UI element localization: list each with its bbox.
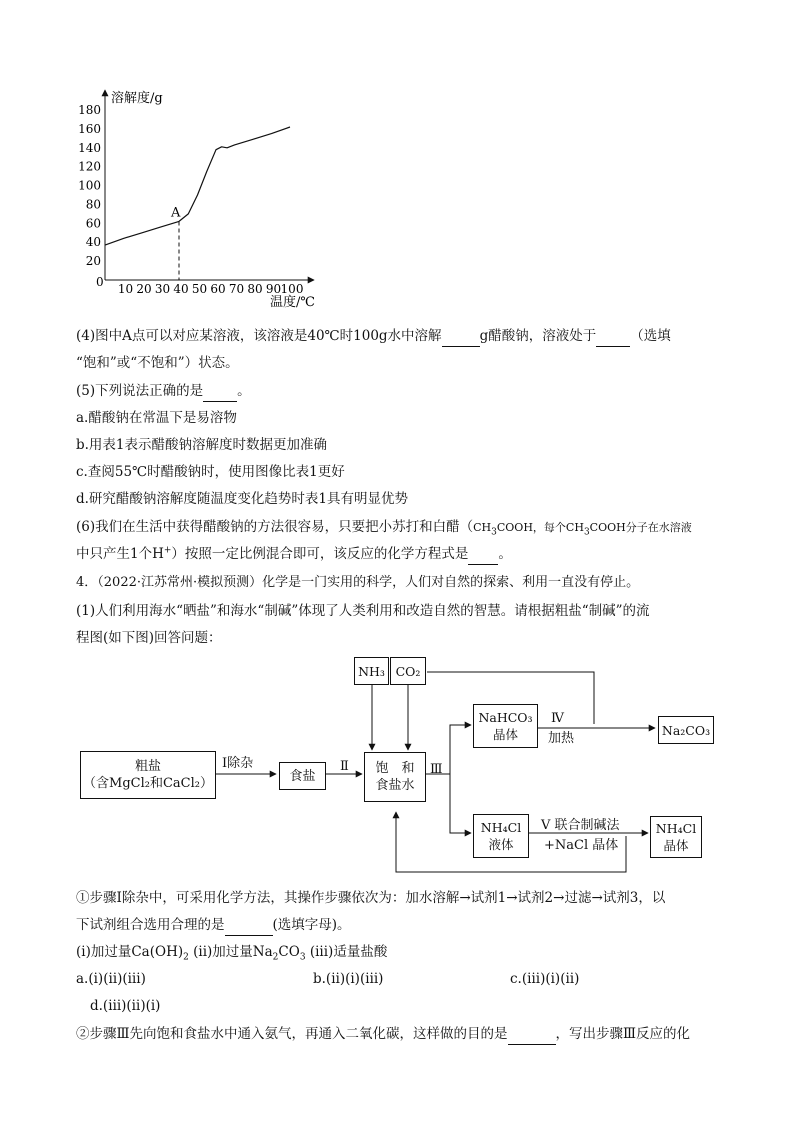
step3-question	[76, 1024, 690, 1045]
nh4cl-liquid-box	[473, 814, 529, 858]
crude-salt-impurities: （含MgCl₂和CaCl₂）	[83, 776, 213, 791]
step1-question-text: 下试剂组合选用合理的是	[76, 917, 225, 933]
q6-text-d: COOH，每个	[496, 521, 566, 534]
nh4cl-crystal-box	[650, 816, 702, 858]
q6-text-2d: 。	[498, 546, 512, 562]
reagent-ii-co: CO	[278, 944, 300, 960]
q4-text-a: (4)图中A点可以对应某溶液，该溶液是40℃时100g水中溶解	[76, 328, 442, 344]
x-tick-label: 40	[173, 282, 189, 296]
x-tick-label: 80	[247, 282, 263, 296]
food-salt-label: 食盐	[289, 768, 316, 784]
arrow-to-nh4cl-liquid	[450, 774, 471, 833]
step3-question-text: ②步骤Ⅲ先向饱和食盐水中通入氨气，再通入二氧化碳，这样做的目的是	[76, 1026, 508, 1042]
reagent-ii: (ii)加过量Na	[188, 944, 273, 960]
step3-label: Ⅲ	[430, 762, 443, 777]
q6-text-2a: 中只产生1个H	[76, 546, 164, 562]
choice-b[interactable]: b.(ⅱ)(ⅰ)(ⅲ)	[313, 971, 384, 987]
y-tick-label: 160	[78, 121, 101, 136]
q6-formula-sub-2: 3	[583, 527, 590, 538]
heat-label: 加热	[548, 731, 575, 746]
q6-formula-ch: CH	[473, 521, 492, 534]
y-tick-label: 120	[78, 159, 101, 174]
q5-option-a: a.醋酸钠在常温下是易溶物	[76, 410, 237, 426]
step1-question-1: ①步骤Ⅰ除杂中，可采用化学方法，其操作步骤依次为：加水溶解→试剂1→试剂2→过滤→试剂3，以	[76, 890, 666, 906]
q6-formula-sub: 3	[491, 527, 497, 538]
q4-text-b: g醋酸钠，溶液处于	[479, 328, 597, 344]
step4-label: Ⅳ	[551, 711, 564, 726]
q7-header: 4．（2022·江苏常州·模拟预测）化学是一门实用的科学，人们对自然的探索、利用一直没有停止。	[76, 575, 640, 590]
q5-option-b: b.用表1表示醋酸钠溶解度时数据更加准确	[76, 437, 328, 453]
y-tick-label: 60	[85, 216, 101, 231]
q6-line-2	[76, 544, 512, 565]
x-tick-label: 10	[117, 282, 134, 296]
crude-salt-label: 粗盐	[134, 759, 161, 774]
co2-label: CO₂	[395, 663, 421, 679]
y-tick-label: 100	[78, 178, 101, 193]
co2-box	[390, 657, 426, 685]
y-tick-label: 140	[78, 140, 101, 155]
x-tick-label: 90	[265, 282, 282, 296]
point-a-label: A	[171, 205, 181, 221]
answer-blank-state[interactable]	[596, 326, 630, 347]
x-tick-label: 50	[191, 282, 208, 296]
q6-text-a: (6)我们在生活中获得醋酸钠的方法很容易，只要把小苏打和白醋（	[76, 519, 474, 535]
nh3-box	[354, 657, 389, 685]
nh4cl-crystal-state: 晶体	[663, 838, 689, 853]
x-tick-label: 20	[136, 282, 152, 296]
x-tick-label: 30	[154, 282, 171, 296]
step1-question-2	[76, 915, 351, 936]
y-axis-label: 溶解度/g	[111, 91, 163, 106]
nahco3-formula: NaHCO₃	[478, 710, 533, 725]
x-tick-label: 70	[228, 282, 245, 296]
brine-box	[364, 752, 426, 802]
answer-blank-equation[interactable]	[468, 544, 498, 565]
q5-stem-text: (5)下列说法正确的是	[76, 383, 204, 399]
answer-blank-q5[interactable]	[203, 381, 237, 402]
x-tick-label: 100	[280, 282, 304, 296]
crude-salt-box	[80, 751, 216, 799]
nahco3-state: 晶体	[492, 727, 518, 742]
nh4cl-crystal-formula: NH₄Cl	[655, 821, 697, 836]
q6-line-1	[76, 517, 692, 538]
nahco3-box	[473, 704, 538, 748]
q7-intro-1: (1)人们利用海水“晒盐”和海水“制碱”体现了人类利用和改造自然的智慧。请根据粗盐“制碱”的流	[76, 603, 650, 619]
na2co3-formula: Na₂CO₃	[661, 722, 711, 738]
y-tick-label: 40	[85, 235, 101, 250]
step1-label: Ⅰ除杂	[222, 756, 254, 771]
q5-option-c: c.查阅55℃时醋酸钠时，使用图像比表1更好	[76, 464, 345, 480]
na2co3-box	[658, 716, 714, 744]
y-tick-label: 180	[78, 103, 101, 117]
choice-c[interactable]: c.(ⅲ)(ⅰ)(ⅱ)	[510, 971, 580, 987]
nh3-label: NH₃	[358, 663, 385, 679]
nh4cl-liquid-formula: NH₄Cl	[480, 820, 522, 835]
q5-option-d: d.研究醋酸钠溶解度随温度变化趋势时表1具有明显优势	[76, 491, 409, 507]
solubility-chart	[0, 0, 794, 320]
answer-blank-step3[interactable]	[508, 1024, 556, 1045]
q4-line-2: “饱和”或“不饱和”）状态。	[76, 355, 239, 371]
x-tick-label: 60	[210, 282, 226, 296]
q5-stem	[76, 381, 251, 402]
reagent-ii-sub3: 3	[299, 952, 306, 963]
reagent-iii: (iii)适量盐酸	[305, 944, 388, 960]
q6-charge: +	[163, 545, 172, 556]
add-nacl-label: +NaCl 晶体	[544, 838, 619, 853]
brine-label-1: 饱 和	[375, 761, 415, 776]
food-salt-box	[279, 762, 326, 790]
step2-label: Ⅱ	[340, 759, 349, 774]
choice-a[interactable]: a.(ⅰ)(ⅱ)(ⅲ)	[76, 971, 146, 987]
q6-text-g: COOH分子在水溶液	[589, 521, 692, 534]
arrow-to-nahco3	[450, 725, 471, 774]
reagent-list	[76, 942, 387, 962]
y-tick-label: 20	[85, 254, 101, 269]
q7-intro-2: 程图(如下图)回答问题：	[76, 630, 222, 646]
q5-stem-end: 。	[237, 383, 251, 399]
solubility-curve	[105, 127, 290, 245]
step3-question-end: ，写出步骤Ⅲ反应的化	[555, 1026, 691, 1042]
q6-formula-ch-2: CH	[565, 521, 584, 534]
q4-text-c: （选填	[630, 328, 671, 344]
q4-line-1	[76, 326, 671, 347]
step1-question-end: (选填字母)。	[272, 917, 351, 933]
y-tick-label: 80	[85, 197, 101, 212]
answer-blank-step1[interactable]	[225, 915, 273, 936]
brine-label-2: 食盐水	[375, 778, 415, 793]
answer-blank-grams[interactable]	[442, 326, 480, 347]
reagent-ii-sub: 2	[272, 952, 279, 963]
choice-d[interactable]: d.(ⅲ)(ⅱ)(ⅰ)	[90, 998, 161, 1014]
x-axis-label: 温度/℃	[270, 295, 315, 310]
origin-label: 0	[96, 275, 104, 289]
nh4cl-liquid-state: 液体	[488, 837, 514, 852]
reagent-i: (i)加过量Ca(OH)	[76, 944, 184, 960]
q6-text-2c: ）按照一定比例混合即可，该反应的化学方程式是	[171, 546, 469, 562]
reagent-i-sub: 2	[183, 952, 189, 963]
step5-label: Ⅴ 联合制碱法	[541, 818, 620, 833]
